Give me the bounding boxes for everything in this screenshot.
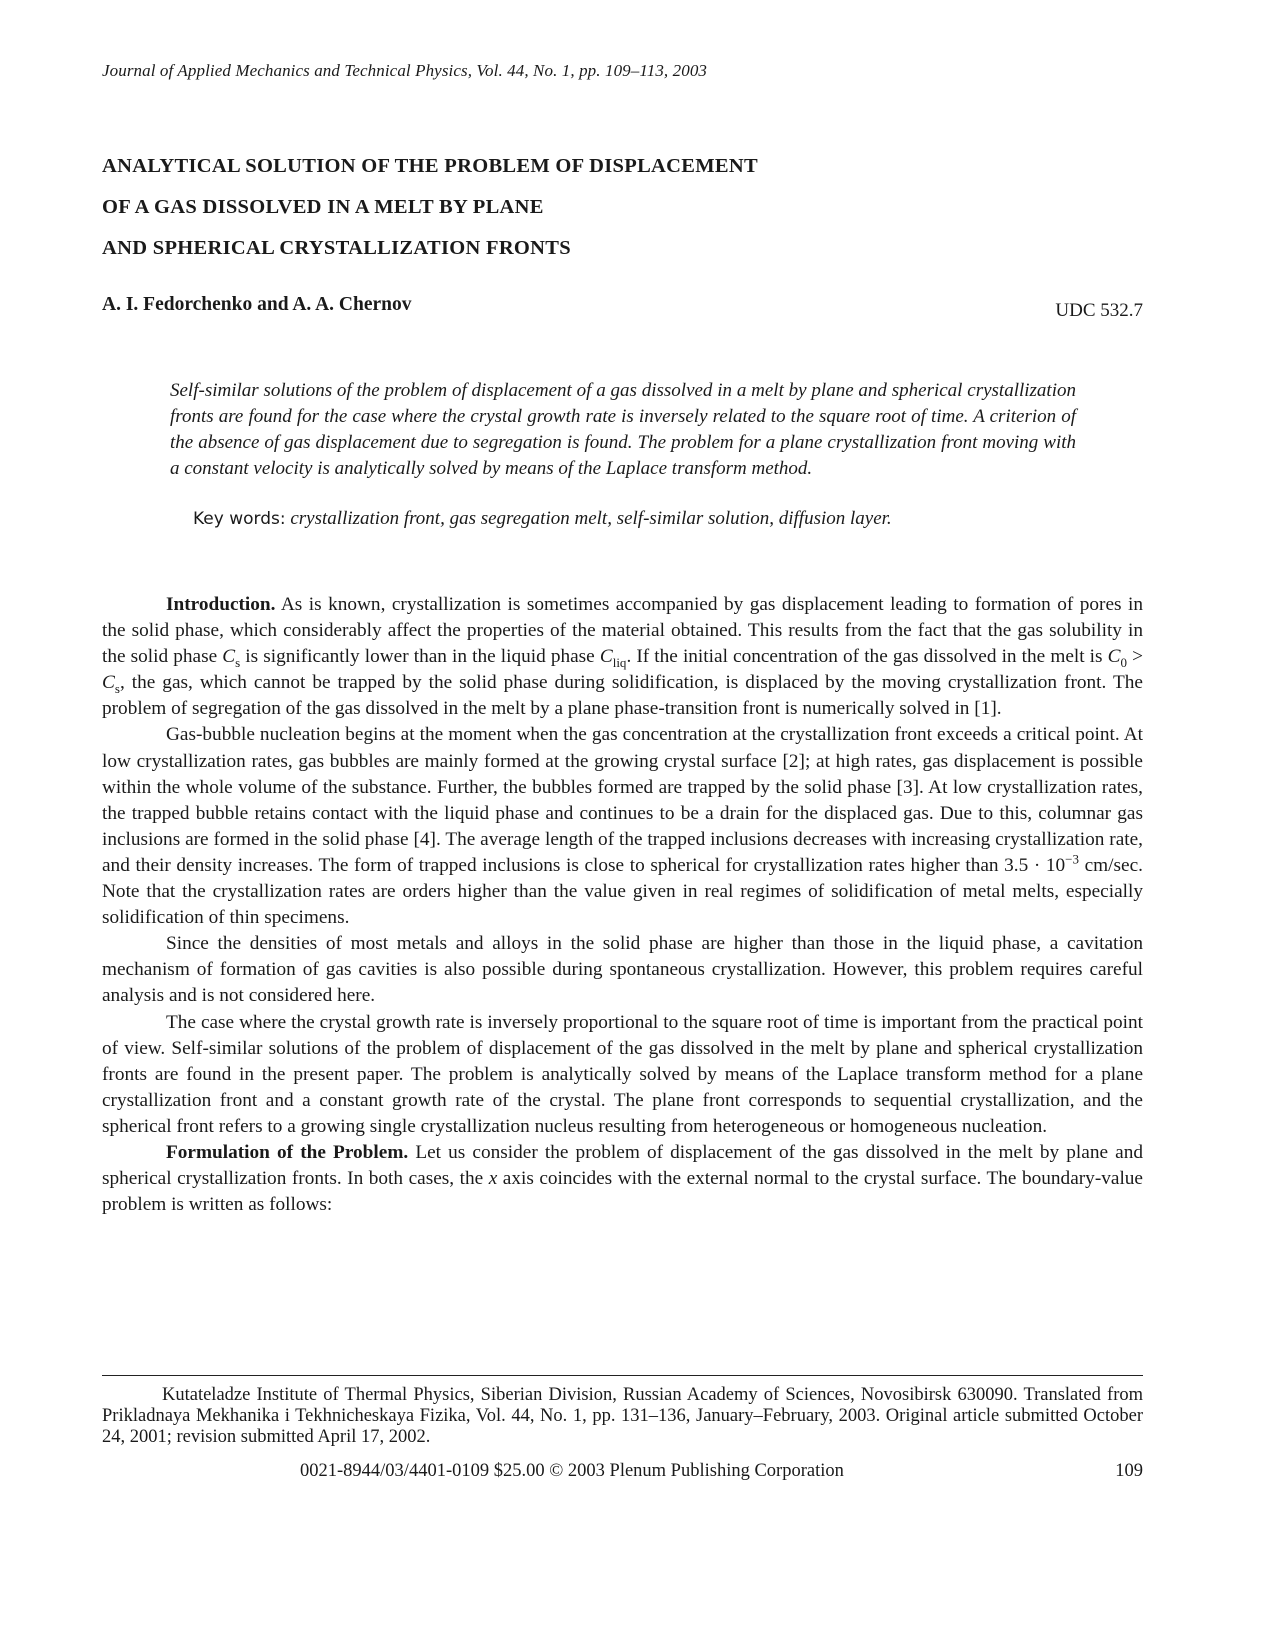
paragraph-formulation: Formulation of the Problem. Let us consider the problem of displacement of the gas dissolved in the melt by plane and spherical crystallization fronts. In both cases, the x axis coincides with the external normal to the crystal surface. The boundary-value problem is written as follows: [102,1141,1143,1216]
section-heading-formulation: Formulation of the Problem. [166,1141,409,1163]
page-number: 109 [1115,1461,1143,1481]
title-line-1: ANALYTICAL SOLUTION OF THE PROBLEM OF DISPLACEMENT [102,155,758,177]
title-line-2: OF A GAS DISSOLVED IN A MELT BY PLANE [102,196,544,218]
udc-code: UDC 532.7 [1055,300,1143,321]
paragraph-2: Gas-bubble nucleation begins at the moment when the gas concentration at the crystallization front exceeds a critical point. At low crystallization rates, gas bubbles are mainly formed at the growing crystal surface [2]; at high rates, gas displacement is possible within the whole volume of the substance. Further, the bubbles formed are trapped by the solid phase [3]. At low crystallization rates, the trapped bubble retains contact with the liquid phase and continues to be a drain for the displaced gas. Due to this, columnar gas inclusions are formed in the solid phase [4]. The average length of the trapped inclusions decreases with increasing crystallization rate, and their density increases. The form of trapped inclusions is close to spherical for crystallization rates higher than $3.5 \cdot 10^{-3}$ cm/sec. Note that the crystallization rates are orders higher than the value given in real regimes of solidification of metal melts, especially solidification of thin specimens. [102,724,1143,929]
authors: A. I. Fedorchenko and A. A. Chernov [102,294,412,315]
paragraph-4: The case where the crystal growth rate is inversely proportional to the square root of time is important from the practical point of view. Self-similar solutions of the problem of displacement of the gas dissolved in the melt by plane and spherical crystallization fronts are found in the present paper. The problem is analytically solved by means of the Laplace transform method for a plane crystallization front and a constant growth rate of the crystal. The plane front corresponds to sequential crystallization, and the spherical front refers to a growing single crystallization nucleus resulting from heterogeneous or homogeneous nucleation. [102,1011,1143,1137]
paragraph-3: Since the densities of most metals and alloys in the solid phase are higher than those in the liquid phase, a cavitation mechanism of formation of gas cavities is also possible during spontaneous crystallization. However, this problem requires careful analysis and is not considered here. [102,933,1143,1007]
abstract: Self-similar solutions of the problem of displacement of a gas dissolved in a melt by plane and spherical crystallization fronts are found for the case where the crystal growth rate is inversely related to the square root of time. A criterion of the absence of gas displacement due to segregation is found. The problem for a plane crystallization front moving with a constant velocity is analytically solved by means of the Laplace transform method. [170,380,1076,479]
section-heading-introduction: Introduction. [166,594,276,615]
keywords-label: Key words: [193,509,286,529]
title-line-3: AND SPHERICAL CRYSTALLIZATION FRONTS [102,237,571,259]
footnote-divider [102,1375,1143,1376]
paper-title [102,146,758,269]
journal-citation: Journal of Applied Mechanics and Technical Physics, Vol. 44, No. 1, pp. 109–113, 2003 [102,61,708,80]
body-text [102,592,1143,1218]
footnote: Kutateladze Institute of Thermal Physics, Siberian Division, Russian Academy of Sciences, Novosibirsk 630090. Translated from Prikladnaya Mekhanika i Tekhnicheskaya Fizika, Vol. 44, No. 1, pp. 131–136, January–February, 2003. Original article submitted October 24, 2001; revision submitted April 17, 2002. [102,1385,1143,1447]
copyright-imprint: 0021-8944/03/4401-0109 $25.00 © 2003 Plenum Publishing Corporation [300,1461,844,1481]
paragraph-introduction: Introduction. As is known, crystallization is sometimes accompanied by gas displacement leading to formation of pores in the solid phase, which considerably affect the properties of the material obtained. This results from the fact that the gas solubility in the solid phase $C_s$ is significantly lower than in the liquid phase $C_{liq}$. If the initial concentration of the gas dissolved in the melt is $C_0 > C_s$, the gas, which cannot be trapped by the solid phase during solidification, is displaced by the moving crystallization front. The problem of segregation of the gas dissolved in the melt by a plane phase-transition front is numerically solved in [1]. [102,594,1143,720]
keywords-text: crystallization front, gas segregation melt, self-similar solution, diffusion layer. [290,508,892,529]
keywords [193,508,892,530]
